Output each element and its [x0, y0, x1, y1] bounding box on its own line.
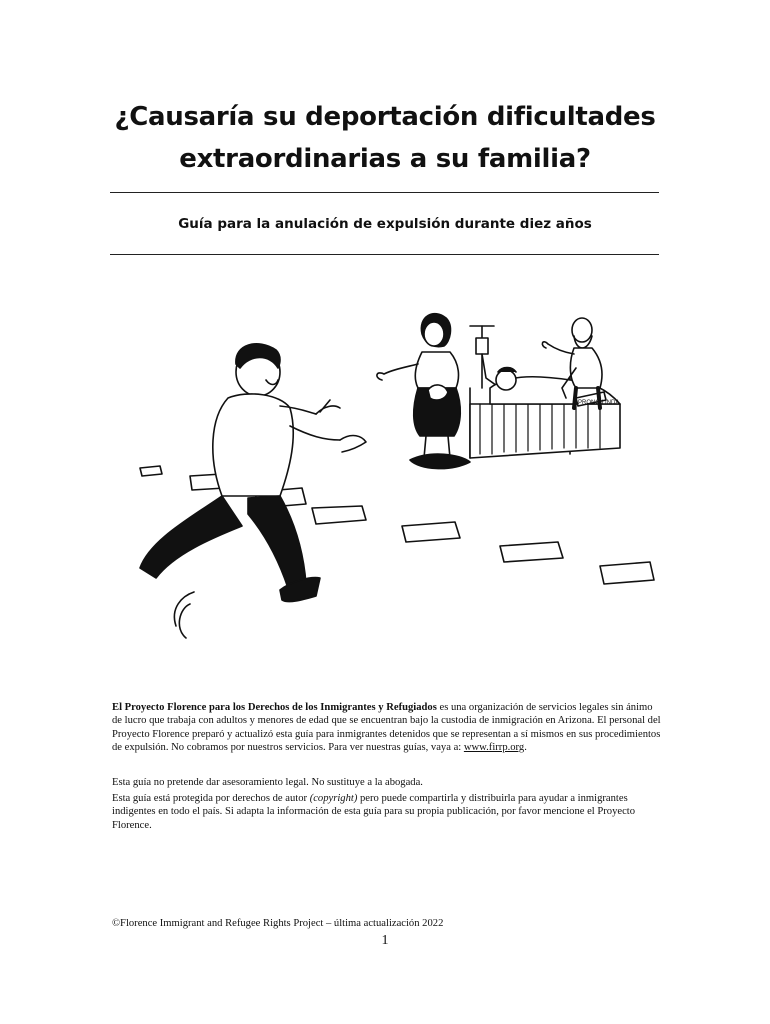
page-number: 1: [381, 933, 389, 948]
subtitle-divider: [110, 254, 659, 255]
org-description-text: es una organización de servicios legales sin ánimo de lucro que trabaja con adultos y menores de edad que se encuentran bajo la custodia de inmigración en Arizona. El personal del Proyecto Florence preparó y actualizó esta guía para inmigrantes detenidos que se representan a sí mismos en sus procedimientos de expulsión. No cobramos por nuestros servicios. Para ver nuestras guías, vaya a:: [112, 702, 661, 754]
org-description-paragraph: [112, 701, 662, 755]
copyright-italic: (copyright): [309, 793, 358, 804]
disclaimer-paragraph: Esta guía no pretende dar asesoramiento legal. No sustituye a la abogada.: [112, 777, 423, 788]
org-name: El Proyecto Florence para los Derechos de los Inmigrantes y Refugiados: [112, 702, 437, 713]
org-description-end: .: [524, 742, 527, 754]
copyright-text-start: Esta guía está protegida por derechos de autor: [112, 793, 310, 804]
website-link[interactable]: www.firrp.org: [463, 742, 525, 754]
page-title: ¿Causaría su deportación dificultades extraordinarias a su familia?: [114, 102, 656, 174]
copyright-paragraph: [112, 792, 662, 832]
title-divider: [110, 192, 659, 193]
family-reunion-illustration: [130, 308, 660, 668]
bed-sign-text: PRONO LINDA: [578, 400, 620, 406]
woman-with-baby: [377, 314, 470, 469]
page-subtitle: Guía para la anulación de expulsión durante diez años: [178, 216, 592, 232]
footer-copyright: ©Florence Immigrant and Refugee Rights Project – última actualización 2022: [112, 918, 444, 929]
running-man: [140, 344, 366, 638]
copyright-text-end: pero puede compartirla y distribuirla para ayudar a inmigrantes indigentes en todo el país. Si adapta la información de esta guía para su propia publicación, por favor mencione el Proyecto Florence.: [112, 793, 636, 831]
